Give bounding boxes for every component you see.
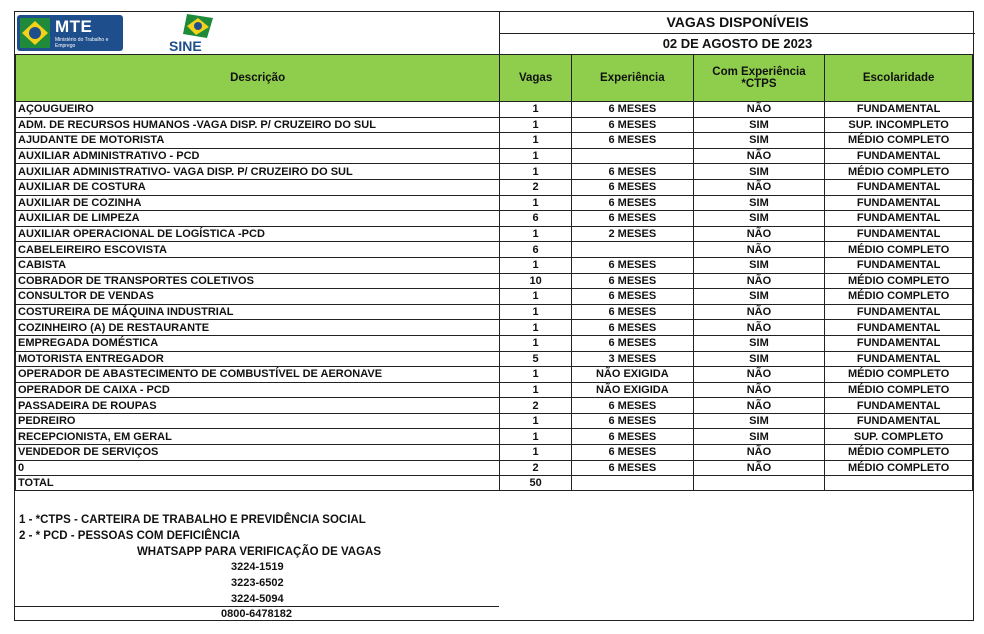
table-cell: COZINHEIRO (A) DE RESTAURANTE <box>16 320 500 336</box>
table-cell: 6 MESES <box>571 413 693 429</box>
table-cell: 6 MESES <box>571 211 693 227</box>
total-label: TOTAL <box>16 476 500 491</box>
table-cell: 6 MESES <box>571 133 693 149</box>
table-row <box>16 460 973 476</box>
table-cell: SIM <box>693 413 825 429</box>
table-cell: NÃO <box>693 382 825 398</box>
table-row <box>16 257 973 273</box>
table-cell: MÉDIO COMPLETO <box>825 445 973 461</box>
table-cell: 5 <box>500 351 572 367</box>
table-cell: MÉDIO COMPLETO <box>825 367 973 383</box>
table-cell: SUP. INCOMPLETO <box>825 117 973 133</box>
total-value: 50 <box>500 476 572 491</box>
table-cell: 6 MESES <box>571 304 693 320</box>
table-row <box>16 273 973 289</box>
table-cell: SIM <box>693 257 825 273</box>
table-cell: AUXILIAR DE COSTURA <box>16 179 500 195</box>
table-cell: SIM <box>693 429 825 445</box>
vacancies-table <box>15 54 973 491</box>
table-cell: AUXILIAR DE LIMPEZA <box>16 211 500 227</box>
table-cell: NÃO <box>693 148 825 164</box>
mte-subtitle: Ministério do Trabalho e Emprego <box>55 37 109 49</box>
table-row <box>16 148 973 164</box>
table-cell: 1 <box>500 289 572 305</box>
table-cell: FUNDAMENTAL <box>825 226 973 242</box>
table-cell: NÃO <box>693 102 825 118</box>
table-cell: SIM <box>693 117 825 133</box>
table-cell: 1 <box>500 367 572 383</box>
table-cell: 3 MESES <box>571 351 693 367</box>
table-cell: OPERADOR DE CAIXA - PCD <box>16 382 500 398</box>
table-cell: AUXILIAR ADMINISTRATIVO- VAGA DISP. P/ CRUZEIRO DO SUL <box>16 164 500 180</box>
table-cell: FUNDAMENTAL <box>825 148 973 164</box>
table-row <box>16 367 973 383</box>
table-row <box>16 382 973 398</box>
table-row <box>16 398 973 414</box>
column-header: Escolaridade <box>825 55 973 102</box>
table-cell: 1 <box>500 320 572 336</box>
footer-notes <box>19 512 499 620</box>
table-cell: 1 <box>500 133 572 149</box>
table-row <box>16 211 973 227</box>
table-row <box>16 429 973 445</box>
table-cell: FUNDAMENTAL <box>825 304 973 320</box>
table-cell: COSTUREIRA DE MÁQUINA INDUSTRIAL <box>16 304 500 320</box>
table-cell: 2 <box>500 398 572 414</box>
toll-free-number: 0800-6478182 <box>221 608 292 620</box>
table-cell: NÃO <box>693 226 825 242</box>
table-row <box>16 179 973 195</box>
table-cell: 1 <box>500 226 572 242</box>
table-cell: AUXILIAR OPERACIONAL DE LOGÍSTICA -PCD <box>16 226 500 242</box>
table-cell: 6 MESES <box>571 195 693 211</box>
table-cell: NÃO <box>693 242 825 258</box>
table-row <box>16 195 973 211</box>
table-cell <box>571 148 693 164</box>
table-cell: 6 MESES <box>571 273 693 289</box>
table-cell: AUXILIAR DE COZINHA <box>16 195 500 211</box>
table-row <box>16 289 973 305</box>
table-cell: MÉDIO COMPLETO <box>825 164 973 180</box>
phone-number: 3224-1519 <box>231 561 284 573</box>
table-cell: 1 <box>500 148 572 164</box>
sine-label: SINE <box>169 38 202 54</box>
table-cell: CABELEIREIRO ESCOVISTA <box>16 242 500 258</box>
table-cell: SIM <box>693 335 825 351</box>
table-cell: 6 MESES <box>571 179 693 195</box>
table-cell: EMPREGADA DOMÉSTICA <box>16 335 500 351</box>
table-cell: 1 <box>500 304 572 320</box>
table-cell: FUNDAMENTAL <box>825 195 973 211</box>
divider <box>15 606 499 607</box>
table-row <box>16 226 973 242</box>
table-cell: 6 <box>500 211 572 227</box>
table-cell: 6 MESES <box>571 429 693 445</box>
table-cell: PEDREIRO <box>16 413 500 429</box>
table-cell: NÃO <box>693 367 825 383</box>
table-cell <box>693 476 825 491</box>
table-cell: NÃO <box>693 320 825 336</box>
page-title: VAGAS DISPONÍVEIS <box>500 12 975 34</box>
table-cell: 10 <box>500 273 572 289</box>
table-cell: 6 MESES <box>571 320 693 336</box>
column-header: Experiência <box>571 55 693 102</box>
table-cell: 1 <box>500 335 572 351</box>
table-cell: 2 MESES <box>571 226 693 242</box>
table-cell: PASSADEIRA DE ROUPAS <box>16 398 500 414</box>
table-cell: COBRADOR DE TRANSPORTES COLETIVOS <box>16 273 500 289</box>
table-cell: 1 <box>500 429 572 445</box>
table-cell: 6 MESES <box>571 102 693 118</box>
table-cell: CONSULTOR DE VENDAS <box>16 289 500 305</box>
table-cell: SIM <box>693 289 825 305</box>
table-cell: 1 <box>500 195 572 211</box>
note-ctps: 1 - *CTPS - CARTEIRA DE TRABALHO E PREVIDÊNCIA SOCIAL <box>19 514 366 526</box>
page-date: 02 DE AGOSTO DE 2023 <box>662 36 813 51</box>
table-cell: FUNDAMENTAL <box>825 335 973 351</box>
table-cell: 6 MESES <box>571 117 693 133</box>
table-cell: FUNDAMENTAL <box>825 102 973 118</box>
whatsapp-heading: WHATSAPP PARA VERIFICAÇÃO DE VAGAS <box>136 546 382 558</box>
table-header-row <box>16 55 973 102</box>
table-body <box>16 102 973 491</box>
table-row <box>16 304 973 320</box>
phone-number: 3223-6502 <box>231 577 284 589</box>
brazil-flag-icon <box>20 18 50 48</box>
table-cell: NÃO EXIGIDA <box>571 382 693 398</box>
table-cell <box>571 242 693 258</box>
table-cell: NÃO <box>693 460 825 476</box>
table-cell: 6 MESES <box>571 445 693 461</box>
table-cell: NÃO <box>693 304 825 320</box>
table-cell: 1 <box>500 164 572 180</box>
table-cell: FUNDAMENTAL <box>825 398 973 414</box>
table-cell: MÉDIO COMPLETO <box>825 242 973 258</box>
table-cell: FUNDAMENTAL <box>825 179 973 195</box>
table-cell: 6 MESES <box>571 257 693 273</box>
table-row <box>16 102 973 118</box>
table-cell: SIM <box>693 351 825 367</box>
table-cell: VENDEDOR DE SERVIÇOS <box>16 445 500 461</box>
table-cell: SIM <box>693 133 825 149</box>
table-row <box>16 117 973 133</box>
column-header: Descrição <box>16 55 500 102</box>
table-row <box>16 242 973 258</box>
table-cell: 6 MESES <box>571 164 693 180</box>
job-vacancies-sheet <box>14 11 974 621</box>
column-header: Vagas <box>500 55 572 102</box>
table-cell: SIM <box>693 211 825 227</box>
table-cell: 2 <box>500 460 572 476</box>
table-cell: SUP. COMPLETO <box>825 429 973 445</box>
column-header: Com Experiência *CTPS <box>693 55 825 102</box>
table-cell: 0 <box>16 460 500 476</box>
mte-label: MTE <box>55 17 93 36</box>
table-cell: MOTORISTA ENTREGADOR <box>16 351 500 367</box>
table-cell: SIM <box>693 164 825 180</box>
table-cell: 6 <box>500 242 572 258</box>
table-cell: MÉDIO COMPLETO <box>825 460 973 476</box>
table-cell: OPERADOR DE ABASTECIMENTO DE COMBUSTÍVEL DE AERONAVE <box>16 367 500 383</box>
table-cell: NÃO <box>693 273 825 289</box>
table-cell: MÉDIO COMPLETO <box>825 382 973 398</box>
table-row <box>16 133 973 149</box>
table-cell: NÃO <box>693 398 825 414</box>
table-cell: 1 <box>500 102 572 118</box>
table-cell: 6 MESES <box>571 335 693 351</box>
table-cell: 6 MESES <box>571 398 693 414</box>
table-cell <box>571 476 693 491</box>
table-cell: SIM <box>693 195 825 211</box>
table-row <box>16 413 973 429</box>
table-cell: 1 <box>500 257 572 273</box>
table-cell: ADM. DE RECURSOS HUMANOS -VAGA DISP. P/ CRUZEIRO DO SUL <box>16 117 500 133</box>
table-cell <box>825 476 973 491</box>
table-cell: 1 <box>500 445 572 461</box>
table-cell: AJUDANTE DE MOTORISTA <box>16 133 500 149</box>
note-pcd: 2 - * PCD - PESSOAS COM DEFICIÊNCIA <box>19 530 241 542</box>
table-cell: 2 <box>500 179 572 195</box>
logo-area <box>15 12 499 54</box>
table-row <box>16 320 973 336</box>
table-cell: 1 <box>500 117 572 133</box>
table-row <box>16 335 973 351</box>
table-row <box>16 445 973 461</box>
table-cell: 6 MESES <box>571 460 693 476</box>
table-cell: FUNDAMENTAL <box>825 320 973 336</box>
table-cell: FUNDAMENTAL <box>825 413 973 429</box>
table-cell: RECEPCIONISTA, EM GERAL <box>16 429 500 445</box>
table-cell: 6 MESES <box>571 289 693 305</box>
table-cell: MÉDIO COMPLETO <box>825 273 973 289</box>
table-cell: NÃO <box>693 179 825 195</box>
table-cell: NÃO EXIGIDA <box>571 367 693 383</box>
table-cell: CABISTA <box>16 257 500 273</box>
phone-number: 3224-5094 <box>231 593 284 605</box>
table-row <box>16 164 973 180</box>
table-cell: MÉDIO COMPLETO <box>825 289 973 305</box>
mte-logo <box>17 15 123 51</box>
table-cell: 1 <box>500 413 572 429</box>
table-cell: AUXILIAR ADMINISTRATIVO - PCD <box>16 148 500 164</box>
table-cell: 1 <box>500 382 572 398</box>
table-cell: FUNDAMENTAL <box>825 351 973 367</box>
total-row <box>16 476 973 491</box>
table-cell: MÉDIO COMPLETO <box>825 133 973 149</box>
table-cell: NÃO <box>693 445 825 461</box>
table-cell: AÇOUGUEIRO <box>16 102 500 118</box>
title-box <box>499 12 975 54</box>
table-cell: FUNDAMENTAL <box>825 211 973 227</box>
table-row <box>16 351 973 367</box>
table-cell: FUNDAMENTAL <box>825 257 973 273</box>
